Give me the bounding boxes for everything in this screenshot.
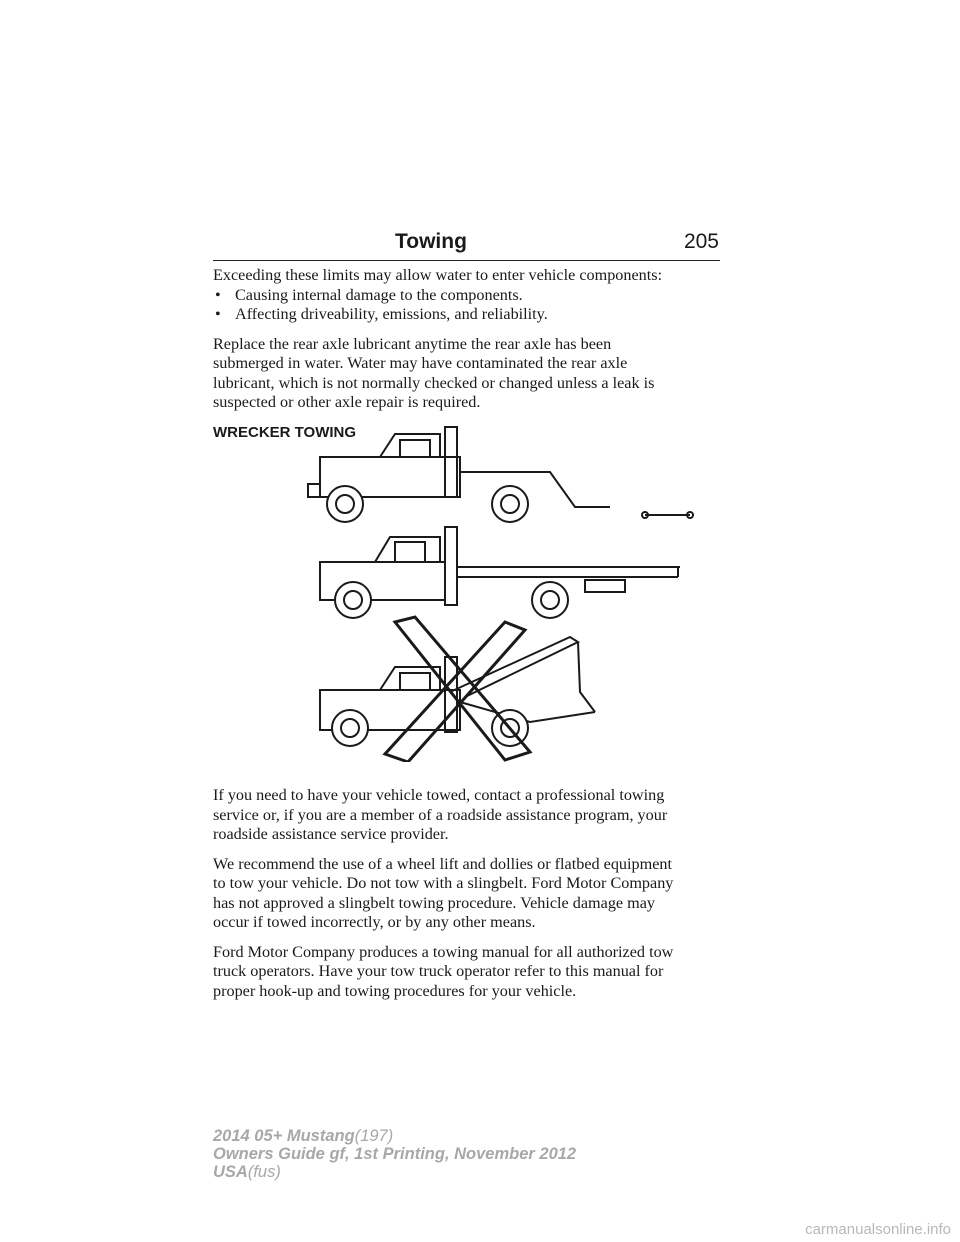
footer-model-code: (197) — [354, 1127, 394, 1145]
towing-illustration — [290, 422, 710, 762]
subheading: WRECKER TOWING — [213, 423, 357, 441]
wheel-lift-truck — [308, 427, 693, 522]
bullet-item: • Causing internal damage to the components. — [213, 286, 723, 306]
page-header — [213, 230, 720, 261]
paragraph: If you need to have your vehicle towed, contact a professional towing service or, if you are a member of a roadside assistance program, your roadside assistance service provider. — [213, 786, 668, 843]
footer-market-code: (fus) — [247, 1163, 281, 1181]
paragraph: Ford Motor Company produces a towing manual for all authorized tow truck operators. Have your tow truck operator refer to this manual for proper hook-up and towing procedures for your vehicle. — [213, 942, 674, 1000]
axle-paragraph: Replace the rear axle lubricant anytime the rear axle has been submerged in water. Water may have contaminated the rear axle lubricant, which is not normally checked or changed unless a leak is suspected or other axle repair is required. — [213, 334, 655, 411]
towing-text — [213, 786, 723, 1011]
footer-market: USA — [213, 1163, 248, 1181]
paragraph: We recommend the use of a wheel lift and dollies or flatbed equipment to tow your vehicle. Do not tow with a slingbelt. Ford Motor Company has not approved a slingbelt towing procedure. Vehicle damage may occur if towed incorrectly, or by any other means. — [213, 854, 674, 931]
flatbed-truck — [320, 527, 680, 618]
bullet-list — [213, 286, 723, 325]
watermark[interactable]: carmanualsonline.info — [805, 1221, 951, 1238]
footer-model: 2014 05+ Mustang — [213, 1127, 355, 1145]
slingbelt-truck — [320, 637, 595, 746]
print-footer — [213, 1127, 576, 1181]
footer-edition: Owners Guide gf, 1st Printing, November 2012 — [213, 1145, 577, 1163]
page-number: 205 — [683, 230, 719, 253]
intro-text: Exceeding these limits may allow water to enter vehicle components: — [213, 266, 663, 284]
bullet-item: • Affecting driveability, emissions, and reliability. — [213, 305, 723, 325]
section-title: Towing — [395, 230, 467, 253]
